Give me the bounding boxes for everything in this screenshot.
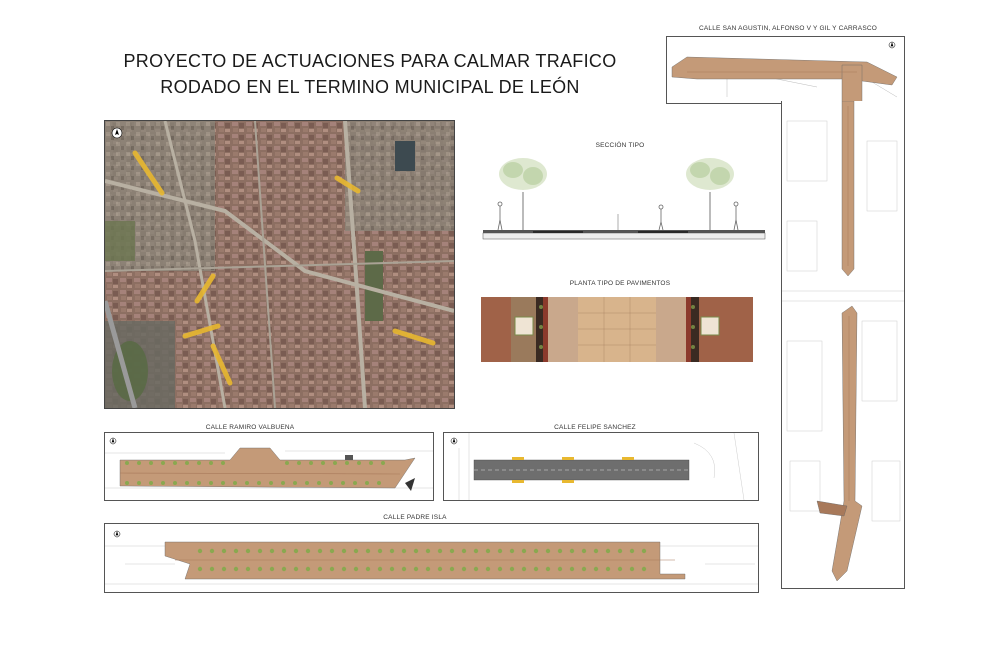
tree-icon (534, 567, 538, 571)
person-icon (659, 205, 663, 230)
tree-icon (594, 567, 598, 571)
tree-icon (414, 549, 418, 553)
tree-icon (438, 567, 442, 571)
person-icon (734, 202, 738, 230)
title-line-1: PROYECTO DE ACTUACIONES PARA CALMAR TRAFICO (123, 51, 617, 71)
seccion-tipo-drawing (478, 152, 768, 242)
tree-icon (558, 567, 562, 571)
tree-icon (630, 567, 634, 571)
tree-icon (282, 549, 286, 553)
tree-icon (366, 567, 370, 571)
calle-felipe-panel (443, 432, 759, 501)
tree-icon (486, 567, 490, 571)
tree-icon (234, 549, 238, 553)
tree-icon (294, 549, 298, 553)
planta-pavimentos-drawing (481, 297, 753, 362)
tree-icon (414, 567, 418, 571)
tree-icon (246, 567, 250, 571)
tree-icon (546, 567, 550, 571)
tree-icon (222, 549, 226, 553)
title-line-2: RODADO EN EL TERMINO MUNICIPAL DE LEÓN (160, 77, 580, 97)
tree-icon (450, 549, 454, 553)
calle-san-agustin-label: CALLE SAN AGUSTIN, ALFONSO V Y GIL Y CARRASCO (698, 25, 878, 32)
tree-icon (378, 549, 382, 553)
tree-icon (402, 549, 406, 553)
tree-icon (342, 567, 346, 571)
tree-icon (390, 567, 394, 571)
tree-icon (618, 567, 622, 571)
tree-icon (210, 549, 214, 553)
calle-ramiro-label: CALLE RAMIRO VALBUENA (205, 424, 295, 431)
tree-icon (618, 549, 622, 553)
tree-icon (282, 567, 286, 571)
tree-icon (462, 549, 466, 553)
aerial-map-image (105, 121, 454, 408)
tree-icon (499, 158, 547, 230)
tree-icon (522, 567, 526, 571)
tree-icon (558, 549, 562, 553)
tree-icon (630, 549, 634, 553)
tree-icon (594, 549, 598, 553)
tree-icon (570, 549, 574, 553)
tree-icon (474, 567, 478, 571)
tree-icon (330, 567, 334, 571)
tree-icon (438, 549, 442, 553)
tree-icon (234, 567, 238, 571)
planta-tipo-label: PLANTA TIPO DE PAVIMENTOS (569, 280, 671, 287)
tree-icon (198, 549, 202, 553)
calle-san-agustin-top-panel (666, 36, 905, 104)
seccion-tipo-label: SECCIÓN TIPO (595, 142, 645, 149)
tree-icon (210, 567, 214, 571)
tree-icon (342, 549, 346, 553)
tree-icon (546, 549, 550, 553)
calle-felipe-label: CALLE FELIPE SANCHEZ (554, 424, 636, 431)
tree-icon (606, 567, 610, 571)
tree-icon (306, 567, 310, 571)
calle-padre-isla-panel (104, 523, 759, 593)
tree-icon (222, 567, 226, 571)
tree-icon (426, 549, 430, 553)
tree-icon (426, 567, 430, 571)
tree-icon (330, 549, 334, 553)
tree-icon (306, 549, 310, 553)
tree-icon (498, 549, 502, 553)
tree-icon (642, 567, 646, 571)
tree-icon (462, 567, 466, 571)
tree-icon (510, 549, 514, 553)
tree-icon (534, 549, 538, 553)
tree-icon (522, 549, 526, 553)
tree-icon (354, 549, 358, 553)
tree-icon (474, 549, 478, 553)
tree-icon (606, 549, 610, 553)
tree-icon (378, 567, 382, 571)
tree-icon (270, 567, 274, 571)
tree-icon (294, 567, 298, 571)
drawing-title (105, 48, 635, 100)
person-icon (498, 202, 502, 230)
tree-icon (582, 567, 586, 571)
tree-icon (486, 549, 490, 553)
tree-icon (582, 549, 586, 553)
tree-icon (198, 567, 202, 571)
tree-icon (686, 158, 734, 230)
tree-icon (642, 549, 646, 553)
tree-icon (318, 567, 322, 571)
tree-icon (318, 549, 322, 553)
calle-san-agustin-vertical-panel (781, 101, 905, 589)
tree-icon (450, 567, 454, 571)
tree-icon (366, 549, 370, 553)
tree-icon (258, 567, 262, 571)
calle-ramiro-panel (104, 432, 434, 501)
tree-icon (258, 549, 262, 553)
tree-icon (270, 549, 274, 553)
tree-icon (390, 549, 394, 553)
aerial-map (104, 120, 455, 409)
tree-icon (354, 567, 358, 571)
tree-icon (510, 567, 514, 571)
calle-padre-isla-label: CALLE PADRE ISLA (383, 514, 447, 521)
tree-icon (402, 567, 406, 571)
tree-icon (570, 567, 574, 571)
tree-icon (498, 567, 502, 571)
tree-icon (246, 549, 250, 553)
